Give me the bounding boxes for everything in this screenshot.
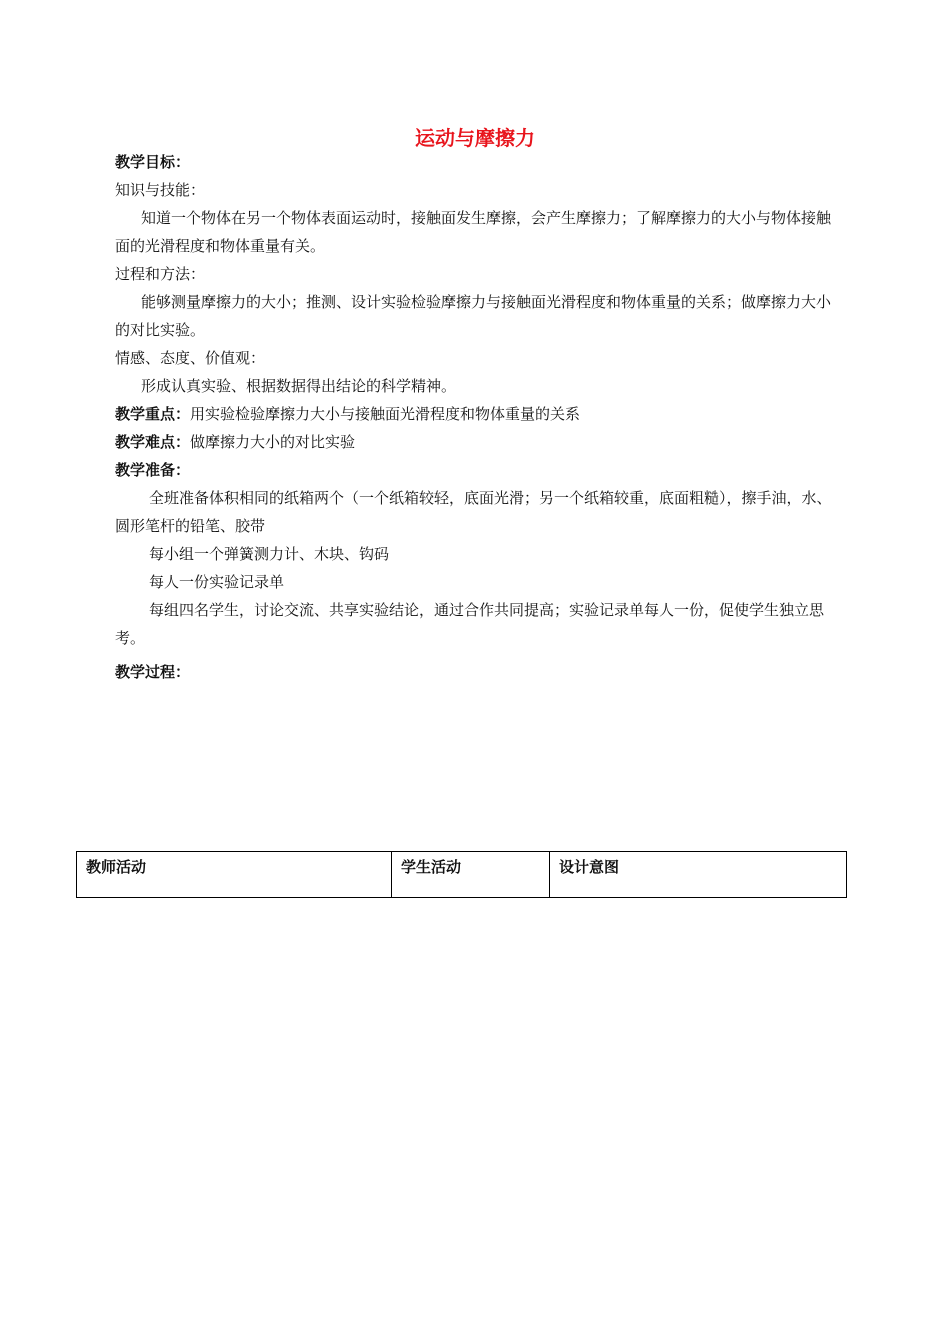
lesson-plan-table xyxy=(76,851,847,898)
preparation-item: 每小组一个弹簧测力计、木块、钩码 xyxy=(149,545,390,563)
student-activity-header: 学生活动 xyxy=(392,852,550,898)
attitude-text: 形成认真实验、根据数据得出结论的科学精神。 xyxy=(141,377,457,395)
design-intent-header: 设计意图 xyxy=(550,852,847,898)
document-title: 运动与摩擦力 xyxy=(415,126,535,150)
knowledge-text: 知道一个物体在另一个物体表面运动时，接触面发生摩擦，会产生摩擦力；了解摩擦力的大小与物体接触面的光滑程度和物体重量有关。 xyxy=(115,209,832,255)
process-text: 能够测量摩擦力的大小；推测、设计实验检验摩擦力与接触面光滑程度和物体重量的关系；做摩擦力大小的对比实验。 xyxy=(115,293,832,339)
difficulty-text: 做摩擦力大小的对比实验 xyxy=(190,433,356,451)
process-heading: 教学过程： xyxy=(115,663,191,681)
key-point-text: 用实验检验摩擦力大小与接触面光滑程度和物体重量的关系 xyxy=(190,405,581,423)
preparation-heading: 教学准备： xyxy=(115,461,191,479)
difficulty-label: 教学难点： xyxy=(115,433,191,451)
key-point-label: 教学重点： xyxy=(115,405,191,423)
attitude-label: 情感、态度、价值观： xyxy=(115,349,266,367)
process-label: 过程和方法： xyxy=(115,265,206,283)
knowledge-label: 知识与技能： xyxy=(115,181,206,199)
preparation-item: 全班准备体积相同的纸箱两个（一个纸箱较轻，底面光滑；另一个纸箱较重，底面粗糙），擦手油，水、圆形笔杆的铅笔、胶带 xyxy=(115,489,832,535)
objectives-heading: 教学目标： xyxy=(115,153,191,171)
preparation-item: 每人一份实验记录单 xyxy=(149,573,285,591)
preparation-item: 每组四名学生，讨论交流、共享实验结论，通过合作共同提高；实验记录单每人一份，促使学生独立思考。 xyxy=(115,601,825,647)
table-header-row xyxy=(77,852,847,898)
difficulty-line xyxy=(115,428,837,456)
document-body xyxy=(115,148,837,686)
teacher-activity-header: 教师活动 xyxy=(77,852,392,898)
key-point-line xyxy=(115,400,837,428)
